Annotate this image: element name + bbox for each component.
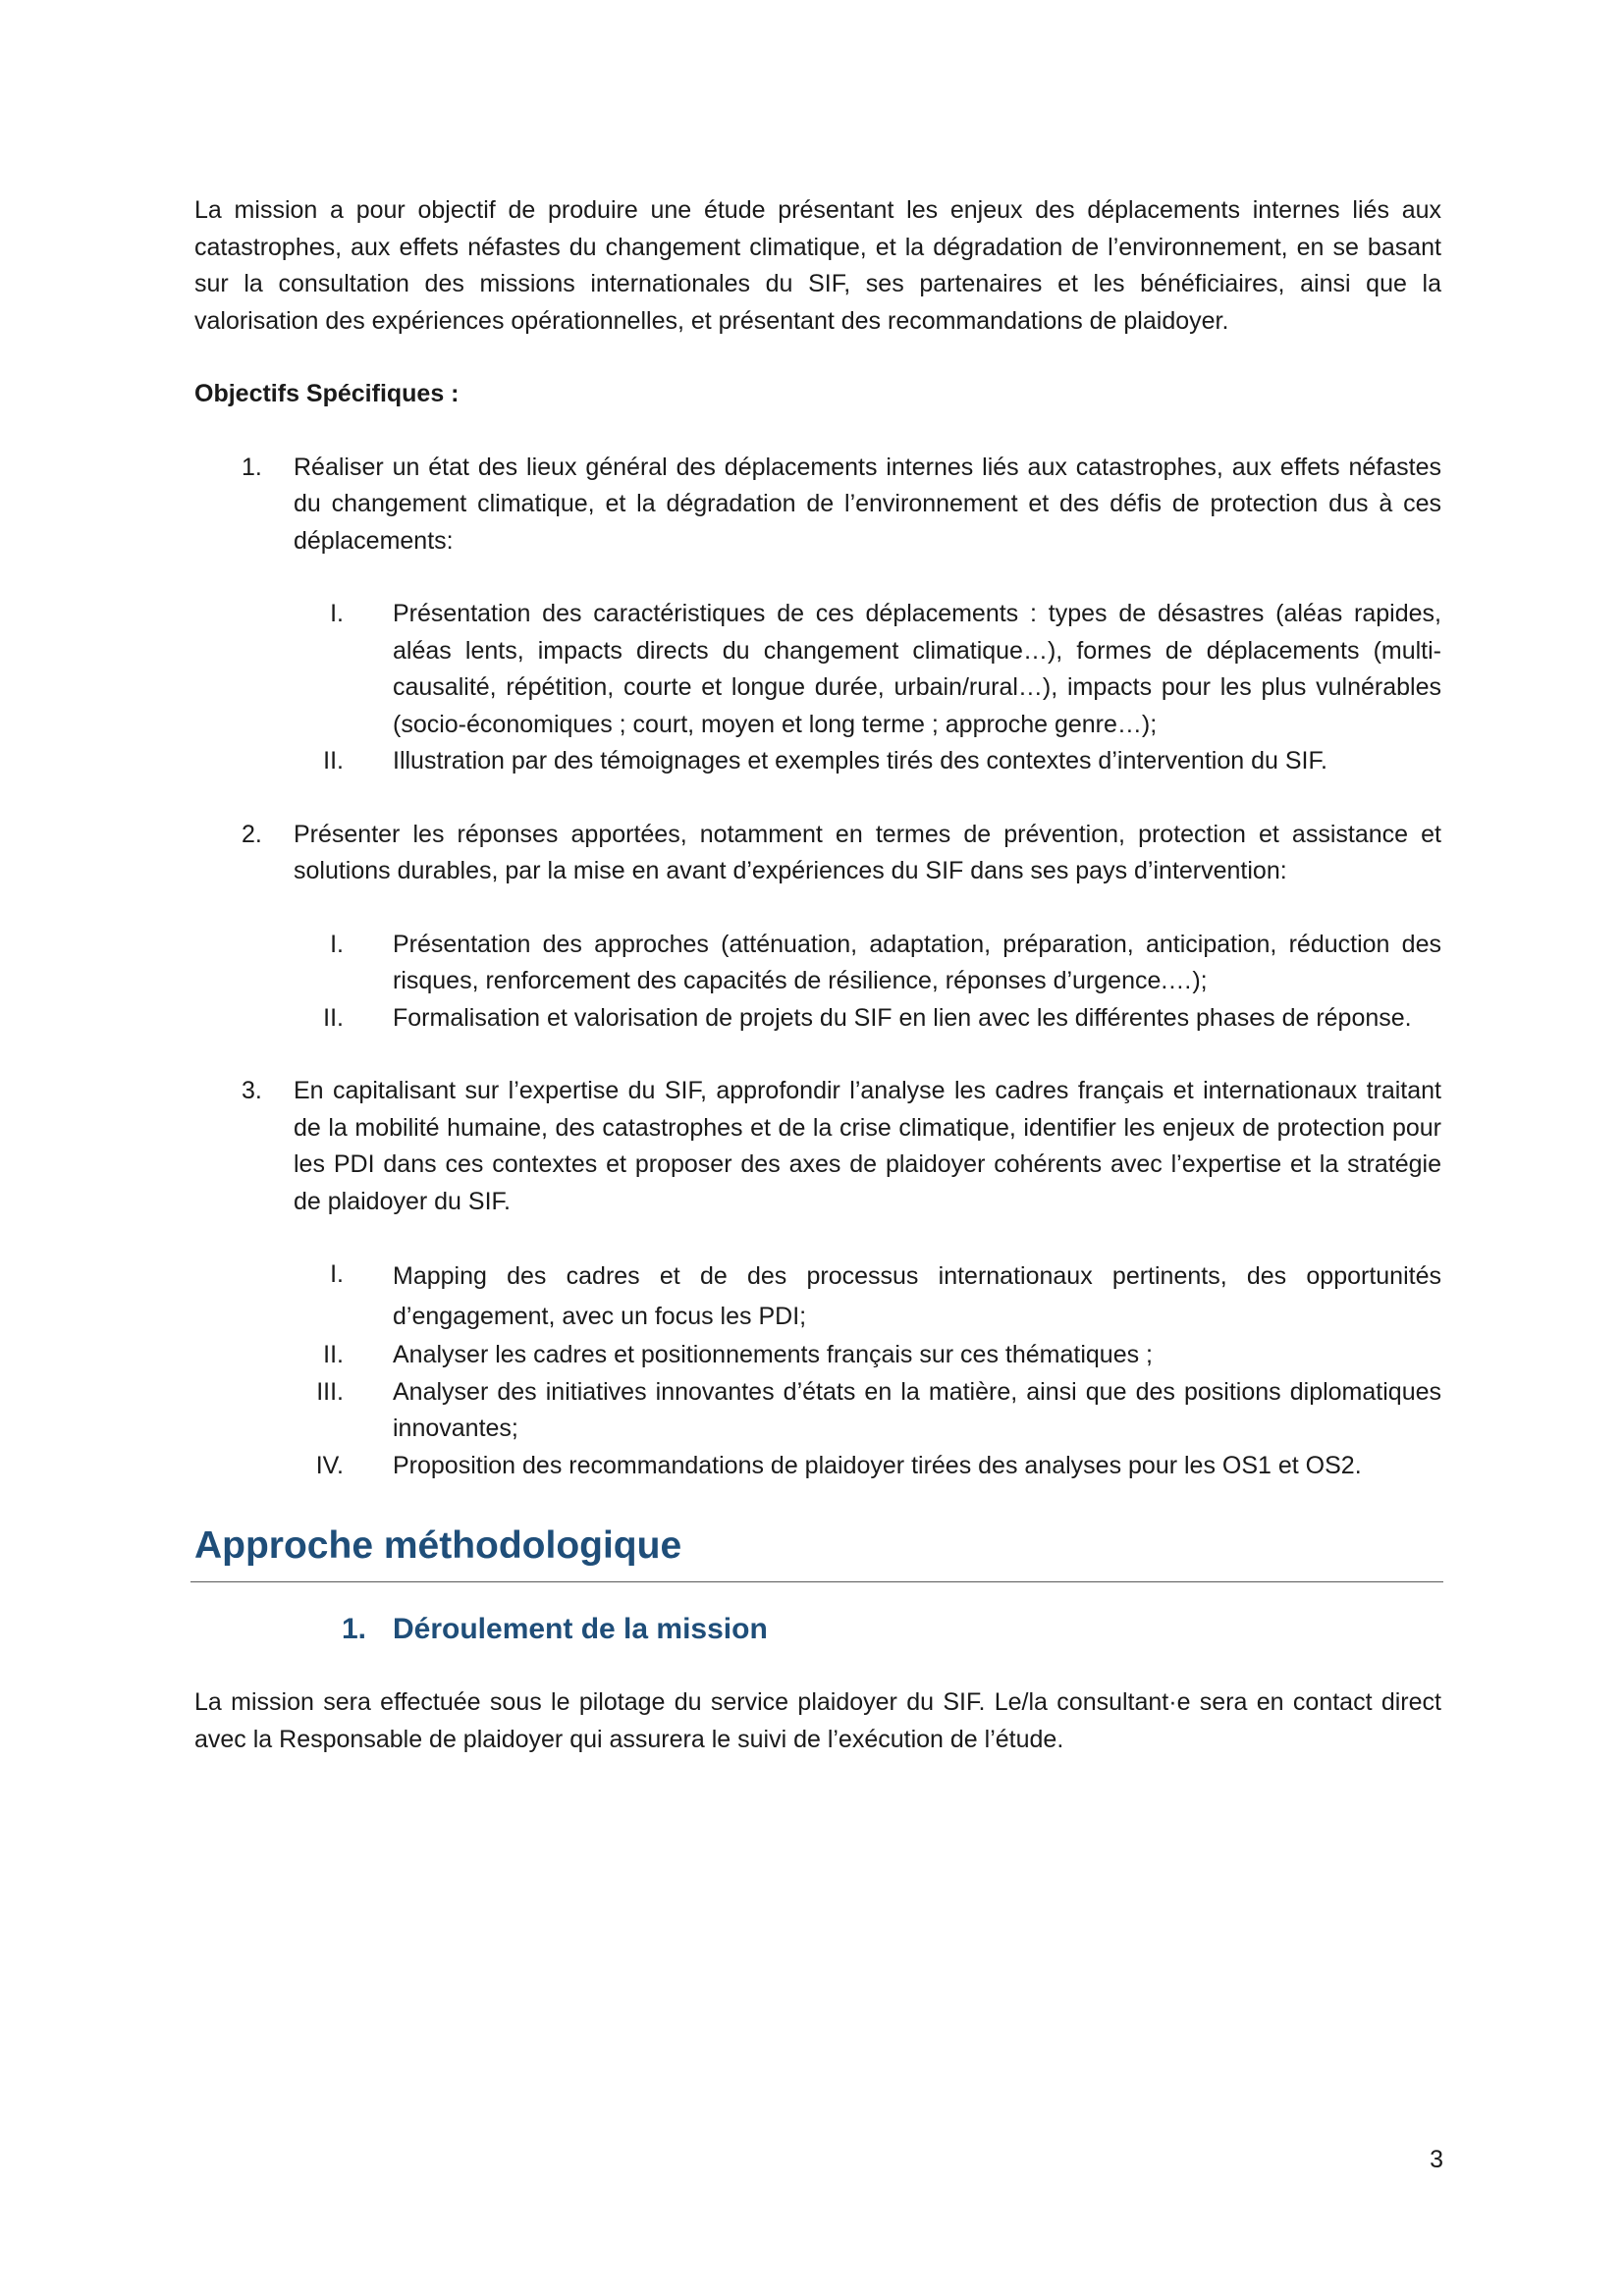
sub-item-number: III. xyxy=(316,1377,344,1406)
page-content xyxy=(194,192,1441,1758)
subsection-heading xyxy=(194,1610,1441,1649)
sub-item xyxy=(194,927,1441,1000)
sub-item-number: II. xyxy=(323,747,344,774)
sub-item-number: II. xyxy=(323,1341,344,1368)
objective-number: 2. xyxy=(242,820,262,848)
intro-paragraph: La mission a pour objectif de produire une étude présentant les enjeux des déplacements internes liés aux catastrophes, aux effets néfastes du changement climatique, et la dégradation de l’environnement, en se basant sur la consultation des missions internationales du SIF, ses partenaires et les bénéficiaires, ainsi que la valorisation des expériences opérationnelles, et présentant des recommandations de plaidoyer. xyxy=(194,196,1441,335)
sub-item-number: II. xyxy=(323,1003,344,1032)
sub-item xyxy=(194,1256,1441,1337)
sub-item-text: Proposition des recommandations de plaidoyer tirées des analyses pour les OS1 et OS2. xyxy=(393,1451,1362,1479)
sub-item-text: Analyser des initiatives innovantes d’états en la matière, ainsi que des positions diplomatiques innovantes; xyxy=(393,1377,1441,1442)
sub-item-text: Illustration par des témoignages et exemples tirés des contextes d’intervention du SIF. xyxy=(393,747,1327,774)
subsection-number: 1. xyxy=(342,1613,367,1645)
section-heading: Approche méthodologique xyxy=(190,1521,1443,1582)
sub-item xyxy=(194,1337,1441,1374)
sub-item-text: Mapping des cadres et de des processus internationaux pertinents, des opportunités d’engagement, avec un focus les PDI; xyxy=(393,1262,1441,1330)
sub-item-number: IV. xyxy=(315,1451,344,1479)
sub-item-number: I. xyxy=(330,930,344,958)
sub-list xyxy=(294,1256,1441,1484)
objective-text: En capitalisant sur l’expertise du SIF, approfondir l’analyse les cadres français et internationaux traitant de la mobilité humaine, des catastrophes et de la crise climatique, identifier les enjeux de protection pour les PDI dans ces contextes et proposer des axes de plaidoyer cohérents avec l’expertise et la stratégie de plaidoyer du SIF. xyxy=(294,1077,1441,1215)
objective-item xyxy=(194,1073,1441,1484)
objective-item xyxy=(194,450,1441,780)
sub-list xyxy=(294,927,1441,1038)
sub-item xyxy=(194,596,1441,743)
sub-item-text: Présentation des approches (atténuation, adaptation, préparation, anticipation, réduction des risques, renforcement des capacités de résilience, réponses d’urgence.…); xyxy=(393,930,1441,994)
objectives-list xyxy=(194,450,1441,1485)
objective-item xyxy=(194,817,1441,1038)
sub-item-text: Analyser les cadres et positionnements français sur ces thématiques ; xyxy=(393,1341,1153,1368)
closing-paragraph: La mission sera effectuée sous le pilotage du service plaidoyer du SIF. Le/la consultant·e sera en contact direct avec la Responsable de plaidoyer qui assurera le suivi de l’exécution de l’étude. xyxy=(194,1688,1441,1753)
objective-text: Réaliser un état des lieux général des déplacements internes liés aux catastrophes, aux effets néfastes du changement climatique, et la dégradation de l’environnement et des défis de protection dus à ces déplacements: xyxy=(294,453,1441,555)
sub-item-text: Présentation des caractéristiques de ces déplacements : types de désastres (aléas rapides, aléas lents, impacts directs du changement climatique…), formes de déplacements (multi-causalité, répétition, courte et longue durée, urbain/rural…), impacts pour les plus vulnérables (socio-économiques ; court, moyen et long terme ; approche genre…); xyxy=(393,600,1441,738)
objective-number: 1. xyxy=(242,453,262,481)
sub-item-text: Formalisation et valorisation de projets du SIF en lien avec les différentes phases de réponse. xyxy=(393,1003,1412,1032)
sub-item xyxy=(194,743,1441,780)
sub-item-number: I. xyxy=(330,1260,344,1288)
objectives-heading: Objectifs Spécifiques : xyxy=(194,380,460,407)
objective-number: 3. xyxy=(242,1077,262,1104)
sub-item xyxy=(194,1448,1441,1485)
objective-text: Présenter les réponses apportées, notamment en termes de prévention, protection et assistance et solutions durables, par la mise en avant d’expériences du SIF dans ses pays d’intervention: xyxy=(294,820,1441,884)
subsection-title: Déroulement de la mission xyxy=(393,1613,768,1645)
page-number: 3 xyxy=(1430,2146,1443,2173)
sub-item xyxy=(194,1374,1441,1448)
sub-list xyxy=(294,596,1441,780)
sub-item xyxy=(194,1000,1441,1038)
sub-item-number: I. xyxy=(330,600,344,627)
